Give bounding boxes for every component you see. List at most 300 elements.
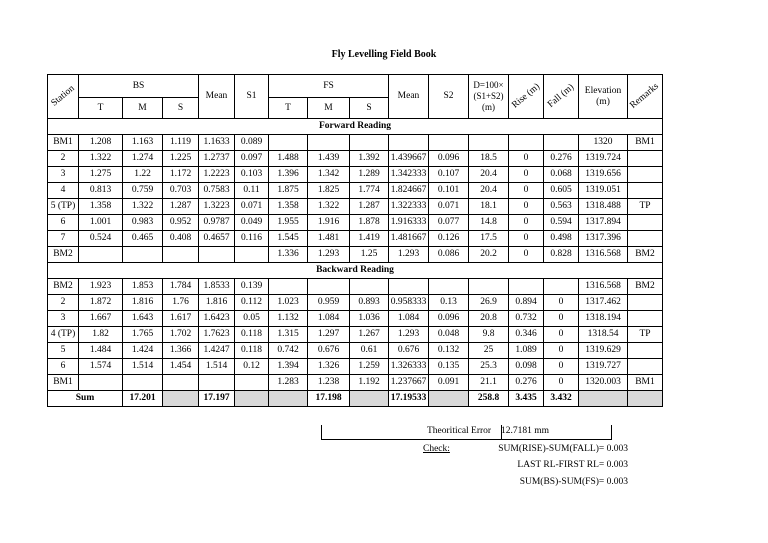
s1-header: S1 [235, 75, 269, 119]
cell-elev: 1317.894 [579, 215, 628, 231]
theoretical-error-label: Theoritical Error [427, 426, 492, 436]
cell-d: 18.5 [469, 151, 509, 167]
cell-elev: 1318.194 [579, 311, 628, 327]
header-row-top [48, 75, 663, 98]
table-row [48, 135, 663, 151]
cell-bsm: 1.643 [123, 311, 163, 327]
table-row [48, 327, 663, 343]
cell-fsm [308, 135, 350, 151]
cell-bsmean: 1.2737 [199, 151, 235, 167]
cell-bsm: 0.759 [123, 183, 163, 199]
cell-fsmean: 1.916333 [389, 215, 429, 231]
cell-fsm: 1.439 [308, 151, 350, 167]
cell-rise: 0.732 [509, 311, 544, 327]
cell-bst [79, 247, 123, 263]
cell-s1: 0.11 [235, 183, 269, 199]
cell-rem: TP [628, 327, 663, 343]
cell-fsmean: 1.237667 [389, 375, 429, 391]
cell-d: 9.8 [469, 327, 509, 343]
cell-bst: 1.001 [79, 215, 123, 231]
cell-d: 26.9 [469, 295, 509, 311]
cell-rise: 0 [509, 151, 544, 167]
cell-bsmean: 1.2223 [199, 167, 235, 183]
cell-rise: 0 [509, 231, 544, 247]
cell-rem: TP [628, 199, 663, 215]
cell-fall: 0.068 [544, 167, 579, 183]
cell-s1 [235, 375, 269, 391]
cell-rem [628, 231, 663, 247]
bs-s-header: S [163, 98, 199, 119]
cell-bss: 1.702 [163, 327, 199, 343]
cell-fss: 1.25 [350, 247, 389, 263]
cell-rise: 0.276 [509, 375, 544, 391]
cell-bst [79, 375, 123, 391]
cell-bss: 1.366 [163, 343, 199, 359]
cell-rem: BM1 [628, 375, 663, 391]
cell-fsmean: 1.481667 [389, 231, 429, 247]
cell-fall: 0 [544, 375, 579, 391]
cell-st: 5 [48, 343, 79, 359]
cell-s2: 0.132 [429, 343, 469, 359]
cell-fst: 1.358 [269, 199, 308, 215]
cell-s2: 0.126 [429, 231, 469, 247]
cell-elev: 1316.568 [579, 247, 628, 263]
cell-bst: 1.923 [79, 279, 123, 295]
cell-rem [628, 215, 663, 231]
sum-empty [350, 391, 389, 407]
cell-fsm: 1.916 [308, 215, 350, 231]
cell-bss: 0.703 [163, 183, 199, 199]
cell-st: 4 (TP) [48, 327, 79, 343]
cell-bst: 1.208 [79, 135, 123, 151]
cell-bsmean: 1.816 [199, 295, 235, 311]
table-row [48, 359, 663, 375]
cell-bss: 1.225 [163, 151, 199, 167]
cell-fsm: 1.481 [308, 231, 350, 247]
cell-elev: 1319.629 [579, 343, 628, 359]
cell-bsm [123, 375, 163, 391]
cell-fst: 1.545 [269, 231, 308, 247]
cell-bss: 1.784 [163, 279, 199, 295]
sum-fs-m: 17.198 [308, 391, 350, 407]
theoretical-error-value: 12.7181 mm [501, 426, 550, 436]
cell-fsm: 1.293 [308, 247, 350, 263]
cell-bst: 1.872 [79, 295, 123, 311]
cell-s2: 0.107 [429, 167, 469, 183]
cell-fsm: 0.676 [308, 343, 350, 359]
cell-s1: 0.116 [235, 231, 269, 247]
cell-st: BM2 [48, 279, 79, 295]
cell-d: 14.8 [469, 215, 509, 231]
cell-bss [163, 375, 199, 391]
cell-st: 6 [48, 215, 79, 231]
distance-header: D=100× (S1+S2) (m) [469, 75, 509, 119]
cell-fsm: 1.238 [308, 375, 350, 391]
backward-section-row [48, 263, 663, 279]
cell-s1: 0.05 [235, 311, 269, 327]
cell-fall: 0.276 [544, 151, 579, 167]
cell-fall: 0 [544, 327, 579, 343]
cell-st: 4 [48, 183, 79, 199]
cell-bsm: 1.424 [123, 343, 163, 359]
cell-bss [163, 247, 199, 263]
cell-rise: 0.346 [509, 327, 544, 343]
cell-bsmean: 1.4247 [199, 343, 235, 359]
cell-fst: 1.875 [269, 183, 308, 199]
error-divider [501, 425, 502, 439]
cell-fss [350, 135, 389, 151]
fs-m-header: M [308, 98, 350, 119]
cell-rem [628, 183, 663, 199]
cell-d: 20.2 [469, 247, 509, 263]
cell-s2: 0.13 [429, 295, 469, 311]
cell-s1: 0.112 [235, 295, 269, 311]
cell-bst: 0.524 [79, 231, 123, 247]
cell-fsm: 1.825 [308, 183, 350, 199]
cell-st: BM2 [48, 247, 79, 263]
table-row [48, 215, 663, 231]
cell-d: 21.1 [469, 375, 509, 391]
cell-st: 2 [48, 151, 79, 167]
cell-fsm [308, 279, 350, 295]
cell-bsm: 1.322 [123, 199, 163, 215]
check-label: Check: [423, 444, 450, 454]
cell-bss: 1.287 [163, 199, 199, 215]
rise-header: Rise (m) [509, 75, 544, 119]
cell-st: BM1 [48, 135, 79, 151]
table-row [48, 231, 663, 247]
cell-st: 7 [48, 231, 79, 247]
cell-bss: 1.119 [163, 135, 199, 151]
cell-bsm: 0.983 [123, 215, 163, 231]
sum-fall: 3.432 [544, 391, 579, 407]
cell-fss: 1.192 [350, 375, 389, 391]
cell-elev: 1317.396 [579, 231, 628, 247]
sum-empty [429, 391, 469, 407]
cell-fsmean: 0.958333 [389, 295, 429, 311]
cell-fall: 0.563 [544, 199, 579, 215]
check-bs-fs: SUM(BS)-SUM(FS)= 0.003 [519, 477, 628, 487]
cell-fst [269, 279, 308, 295]
cell-s2: 0.048 [429, 327, 469, 343]
elevation-header: Elevation (m) [579, 75, 628, 119]
cell-bsmean: 1.8533 [199, 279, 235, 295]
cell-bsm: 1.22 [123, 167, 163, 183]
page-title: Fly Levelling Field Book [331, 49, 437, 60]
sum-bs-mean: 17.197 [199, 391, 235, 407]
table-row [48, 183, 663, 199]
cell-st: 5 (TP) [48, 199, 79, 215]
cell-fsmean: 1.439667 [389, 151, 429, 167]
cell-d: 20.4 [469, 167, 509, 183]
cell-s1: 0.118 [235, 327, 269, 343]
cell-rise [509, 279, 544, 295]
cell-bsm: 1.853 [123, 279, 163, 295]
cell-s2 [429, 135, 469, 151]
cell-d: 25 [469, 343, 509, 359]
cell-bsm [123, 247, 163, 263]
cell-s1: 0.049 [235, 215, 269, 231]
cell-rem: BM2 [628, 247, 663, 263]
cell-fall: 0 [544, 295, 579, 311]
cell-s2: 0.135 [429, 359, 469, 375]
cell-fall: 0 [544, 311, 579, 327]
cell-elev: 1318.54 [579, 327, 628, 343]
cell-bsmean [199, 375, 235, 391]
cell-fst: 1.315 [269, 327, 308, 343]
cell-fst: 1.336 [269, 247, 308, 263]
fs-mean-header: Mean [389, 75, 429, 119]
cell-s1: 0.089 [235, 135, 269, 151]
cell-bss: 1.172 [163, 167, 199, 183]
cell-d: 18.1 [469, 199, 509, 215]
cell-bst: 1.667 [79, 311, 123, 327]
cell-bsmean: 1.1633 [199, 135, 235, 151]
bs-mean-header: Mean [199, 75, 235, 119]
cell-d [469, 279, 509, 295]
table-row [48, 199, 663, 215]
cell-rise: 1.089 [509, 343, 544, 359]
remarks-header: Remarks [628, 75, 663, 119]
cell-bsmean: 0.7583 [199, 183, 235, 199]
cell-elev: 1317.462 [579, 295, 628, 311]
station-header: Station [48, 75, 79, 119]
bs-header: BS [79, 75, 199, 98]
table-row [48, 343, 663, 359]
cell-bss: 0.408 [163, 231, 199, 247]
cell-rise [509, 135, 544, 151]
fall-header: Fall (m) [544, 75, 579, 119]
cell-bsmean: 0.4657 [199, 231, 235, 247]
table-row [48, 311, 663, 327]
sum-empty [269, 391, 308, 407]
cell-elev: 1320 [579, 135, 628, 151]
sum-empty [235, 391, 269, 407]
cell-fss: 1.392 [350, 151, 389, 167]
forward-reading-heading: Forward Reading [48, 119, 663, 135]
check-rl: LAST RL-FIRST RL= 0.003 [517, 460, 628, 470]
cell-fss: 1.036 [350, 311, 389, 327]
cell-rem [628, 311, 663, 327]
cell-bsm: 1.514 [123, 359, 163, 375]
cell-s2: 0.071 [429, 199, 469, 215]
cell-rem [628, 359, 663, 375]
cell-bss: 1.617 [163, 311, 199, 327]
cell-fsm: 1.322 [308, 199, 350, 215]
cell-fst: 1.283 [269, 375, 308, 391]
cell-fst: 1.488 [269, 151, 308, 167]
cell-rem: BM1 [628, 135, 663, 151]
cell-fss: 1.774 [350, 183, 389, 199]
cell-rise: 0 [509, 199, 544, 215]
cell-rise: 0 [509, 247, 544, 263]
check-rise-fall: SUM(RISE)-SUM(FALL)= 0.003 [498, 444, 628, 454]
cell-fsmean: 1.293 [389, 327, 429, 343]
fs-t-header: T [269, 98, 308, 119]
cell-bst: 1.275 [79, 167, 123, 183]
cell-fsm: 1.326 [308, 359, 350, 375]
cell-rise: 0 [509, 215, 544, 231]
sum-rise: 3.435 [509, 391, 544, 407]
sum-distance: 258.8 [469, 391, 509, 407]
cell-fss [350, 279, 389, 295]
cell-fall [544, 279, 579, 295]
cell-fsm: 1.297 [308, 327, 350, 343]
cell-bsm: 1.765 [123, 327, 163, 343]
cell-s1: 0.097 [235, 151, 269, 167]
cell-bsmean: 1.7623 [199, 327, 235, 343]
cell-fst: 0.742 [269, 343, 308, 359]
cell-elev: 1319.724 [579, 151, 628, 167]
cell-d: 25.3 [469, 359, 509, 375]
cell-bst: 1.322 [79, 151, 123, 167]
cell-s1 [235, 247, 269, 263]
cell-rem [628, 295, 663, 311]
cell-s1: 0.071 [235, 199, 269, 215]
cell-fsmean: 1.342333 [389, 167, 429, 183]
cell-bst: 1.82 [79, 327, 123, 343]
table-row [48, 247, 663, 263]
cell-bss: 1.76 [163, 295, 199, 311]
cell-elev: 1319.051 [579, 183, 628, 199]
cell-st: 3 [48, 311, 79, 327]
cell-bsm: 1.816 [123, 295, 163, 311]
bs-m-header: M [123, 98, 163, 119]
cell-bsm: 0.465 [123, 231, 163, 247]
backward-reading-heading: Backward Reading [48, 263, 663, 279]
cell-fss: 1.289 [350, 167, 389, 183]
s2-header: S2 [429, 75, 469, 119]
cell-s2: 0.101 [429, 183, 469, 199]
cell-fst: 1.023 [269, 295, 308, 311]
cell-s1: 0.103 [235, 167, 269, 183]
cell-fsmean: 1.326333 [389, 359, 429, 375]
bs-t-header: T [79, 98, 123, 119]
cell-rem [628, 151, 663, 167]
cell-s2: 0.086 [429, 247, 469, 263]
cell-fall: 0.828 [544, 247, 579, 263]
cell-fst: 1.132 [269, 311, 308, 327]
fs-header: FS [269, 75, 389, 98]
cell-rem: BM2 [628, 279, 663, 295]
sum-label: Sum [48, 391, 123, 407]
cell-d: 17.5 [469, 231, 509, 247]
cell-fsm: 0.959 [308, 295, 350, 311]
cell-fss: 0.893 [350, 295, 389, 311]
cell-fsm: 1.342 [308, 167, 350, 183]
sum-bs-m: 17.201 [123, 391, 163, 407]
cell-fall: 0.498 [544, 231, 579, 247]
cell-s2: 0.077 [429, 215, 469, 231]
cell-fss: 1.878 [350, 215, 389, 231]
cell-rise: 0.098 [509, 359, 544, 375]
cell-fsmean: 1.293 [389, 247, 429, 263]
cell-fss: 0.61 [350, 343, 389, 359]
cell-bsmean [199, 247, 235, 263]
cell-fsmean [389, 279, 429, 295]
cell-st: BM1 [48, 375, 79, 391]
field-book-table [47, 74, 663, 407]
cell-fst: 1.394 [269, 359, 308, 375]
cell-d: 20.8 [469, 311, 509, 327]
cell-fall: 0.605 [544, 183, 579, 199]
cell-rise: 0.894 [509, 295, 544, 311]
cell-st: 6 [48, 359, 79, 375]
table-row [48, 151, 663, 167]
cell-bst: 1.484 [79, 343, 123, 359]
cell-elev: 1316.568 [579, 279, 628, 295]
cell-s1: 0.118 [235, 343, 269, 359]
cell-s1: 0.12 [235, 359, 269, 375]
cell-s2 [429, 279, 469, 295]
cell-fst: 1.396 [269, 167, 308, 183]
cell-bsmean: 0.9787 [199, 215, 235, 231]
cell-fsmean: 1.084 [389, 311, 429, 327]
cell-bss: 1.454 [163, 359, 199, 375]
cell-elev: 1320.003 [579, 375, 628, 391]
cell-rise: 0 [509, 167, 544, 183]
table-row [48, 167, 663, 183]
cell-elev: 1319.656 [579, 167, 628, 183]
cell-fall: 0 [544, 359, 579, 375]
cell-fst [269, 135, 308, 151]
cell-bst: 1.358 [79, 199, 123, 215]
sum-empty [579, 391, 628, 407]
cell-fsmean: 1.322333 [389, 199, 429, 215]
cell-bsmean: 1.514 [199, 359, 235, 375]
cell-fss: 1.259 [350, 359, 389, 375]
cell-fst: 1.955 [269, 215, 308, 231]
cell-fall: 0 [544, 343, 579, 359]
cell-fall [544, 135, 579, 151]
sum-row [48, 391, 663, 407]
table-row [48, 295, 663, 311]
cell-d [469, 135, 509, 151]
cell-fall: 0.594 [544, 215, 579, 231]
cell-bst: 1.574 [79, 359, 123, 375]
forward-section-row [48, 119, 663, 135]
cell-s2: 0.091 [429, 375, 469, 391]
cell-s1: 0.139 [235, 279, 269, 295]
table-row [48, 375, 663, 391]
sum-empty [628, 391, 663, 407]
cell-fss: 1.287 [350, 199, 389, 215]
fs-s-header: S [350, 98, 389, 119]
cell-bsm: 1.274 [123, 151, 163, 167]
cell-bss: 0.952 [163, 215, 199, 231]
cell-rise: 0 [509, 183, 544, 199]
table-row [48, 279, 663, 295]
cell-elev: 1318.488 [579, 199, 628, 215]
cell-fss: 1.419 [350, 231, 389, 247]
cell-bst: 0.813 [79, 183, 123, 199]
cell-fsm: 1.084 [308, 311, 350, 327]
cell-fsmean [389, 135, 429, 151]
cell-elev: 1319.727 [579, 359, 628, 375]
cell-bsm: 1.163 [123, 135, 163, 151]
sum-empty [163, 391, 199, 407]
cell-s2: 0.096 [429, 311, 469, 327]
cell-st: 3 [48, 167, 79, 183]
cell-fss: 1.267 [350, 327, 389, 343]
sum-fs-mean: 17.19533 [389, 391, 429, 407]
cell-bsmean: 1.6423 [199, 311, 235, 327]
cell-d: 20.4 [469, 183, 509, 199]
cell-fsmean: 1.824667 [389, 183, 429, 199]
cell-s2: 0.096 [429, 151, 469, 167]
cell-st: 2 [48, 295, 79, 311]
cell-rem [628, 167, 663, 183]
